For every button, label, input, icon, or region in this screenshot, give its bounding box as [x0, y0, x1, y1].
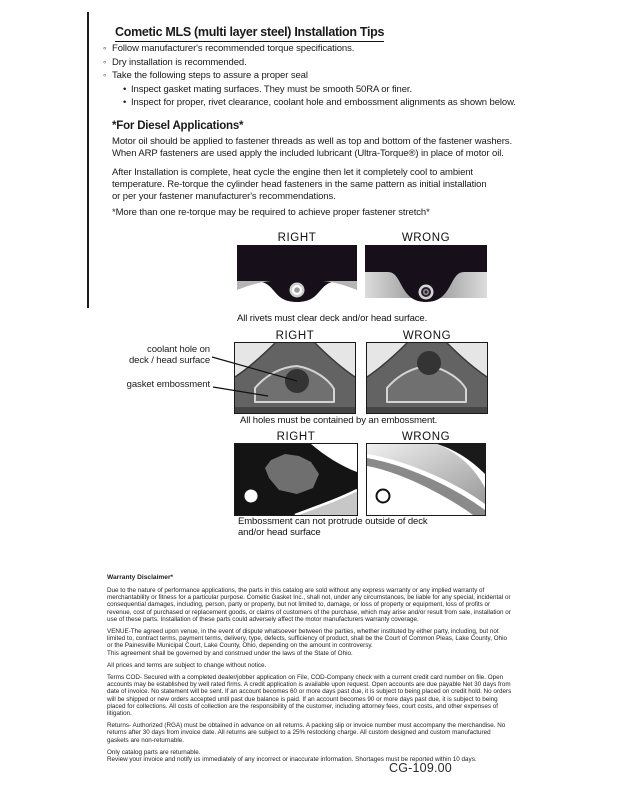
disclaimer-paragraph: Due to the nature of performance applications, the parts in this catalog are sold without any express warranty or any implied warranty of merchantability or fitness for a particular purpose. Cometic Gasket Inc., shall not, under any circumstances, be liable for any special, incidental or consequential damages, including, person, party or property, but not limited to, damage, or loss of property or equipment, loss of profits or revenue, cost of purchased or replacement goods, or claims of customers of the purchase, which may arise and/or result from sale, installation or use of these parts. Installation of these parts could adversely affect the motor manufacturers warranty coverage.: [107, 587, 511, 623]
tip-text: Take the following steps to assure a proper seal: [112, 70, 308, 81]
tip-text: Dry installation is recommended.: [112, 56, 247, 68]
callout-line: coolant hole on: [147, 344, 210, 355]
bolt-hole-icon: [245, 490, 258, 503]
list-item: [103, 42, 516, 56]
diesel-paragraph-1: [112, 136, 512, 160]
retorque-note: *More than one re-torque may be required to achieve proper fastener stretch*: [112, 207, 430, 218]
paragraph-line: When ARP fasteners are used apply the included lubricant (Ultra-Torque®) in place of motor oil.: [112, 148, 504, 159]
warranty-disclaimer: [107, 574, 514, 768]
disclaimer-paragraph: Only catalog parts are returnable.: [107, 748, 201, 756]
row2-caption: All holes must be contained by an embossment.: [240, 415, 438, 426]
coolant-hole-icon: [417, 351, 441, 375]
diesel-applications-heading: *For Diesel Applications*: [112, 120, 244, 132]
paragraph-line: Motor oil should be applied to fastener threads as well as top and bottom of the fastener washers.: [112, 136, 512, 147]
list-item: [103, 69, 516, 83]
bolt-hole-icon: [377, 490, 390, 503]
page-title: Cometic MLS (multi layer steel) Installation Tips: [115, 25, 384, 42]
diesel-paragraph-2: [112, 167, 487, 203]
wrong-label-row1: WRONG: [401, 232, 451, 244]
sub-bullet-icon: •: [123, 83, 127, 95]
disclaimer-paragraph: Terms COD- Secured with a completed dealer/jobber application on File, COD-Company check with a current credit card number on file. Open accounts may be established by well rated firms. A credit application is available upon request. Open accounts are due payable Net 30 days from date of invoice. No statement will be sent. If an account becomes 60 or more days past due, it is subject to being placed on credit hold. No orders will be shipped or new orders accepted until past due balance is paid. If an account becomes 90 or more days past due, it is subject to being placed for collections. All costs of collection are the responsibility of the customer, including attorney fees, court costs, and other expenses of litigation.: [107, 674, 512, 718]
paragraph-line: temperature. Re-torque the cylinder head fasteners in the same pattern as initial installation: [112, 179, 487, 190]
protrusion-wrong-diagram: [367, 444, 485, 515]
disclaimer-paragraph: VENUE-The agreed upon venue, in the event of dispute whatsoever between the parties, whether instituted by either party, including, but not limited to, contract terms, payment terms, delivery, type, defects, sufficiency of product, shall be the Court of Common Pleas, Lake County, Ohio or the Painesville Municipal Court, Lake County, Ohio, depending on the amount in controversy.: [107, 628, 508, 650]
catalog-page-number: CG-109.00: [389, 761, 452, 775]
rivet-clearance-wrong-diagram: [365, 245, 487, 312]
rivet-icon: [419, 285, 434, 300]
bullet-icon: ◦: [103, 43, 107, 54]
row1-caption: All rivets must clear deck and/or head surface.: [237, 313, 428, 324]
callout-leader-lines: [205, 350, 305, 400]
callout-line: deck / head surface: [128, 354, 210, 366]
paragraph-line: or per your fastener manufacturer's recommendations.: [112, 191, 336, 202]
caption-line: Embossment can not protrude outside of deck: [238, 516, 428, 527]
tip-text: Inspect gasket mating surfaces. They must be smooth 50RA or finer.: [131, 83, 413, 95]
page-edge-rule: [87, 12, 89, 308]
disclaimer-paragraph: This agreement shall be governed by and construed under the laws of the State of Ohio.: [107, 649, 353, 657]
right-label-row3: RIGHT: [276, 431, 316, 443]
coolant-hole-callout: [60, 345, 210, 366]
protrusion-right-diagram: [235, 444, 357, 515]
disclaimer-paragraph: All prices and terms are subject to change without notice.: [107, 661, 267, 669]
tip-text: Inspect for proper, rivet clearance, coolant hole and embossment alignments as shown below.: [131, 97, 516, 108]
row3-caption: [238, 517, 428, 538]
callout-line: gasket embossment: [126, 379, 210, 390]
paragraph-line: After Installation is complete, heat cycle the engine then let it completely cool to ambient: [112, 167, 473, 178]
sub-bullet-icon: •: [123, 97, 127, 108]
installation-tips-list: [103, 42, 516, 110]
list-item: [123, 96, 516, 110]
wrong-label-row2: WRONG: [402, 330, 452, 342]
warranty-disclaimer-heading: Warranty Disclaimer*: [107, 574, 174, 581]
disclaimer-paragraph: Returns- Authorized (RGA) must be obtained in advance on all returns. A packing slip or invoice number must accompany the merchandise. No returns after 30 days from invoice date. All returns are subject to a 25% restocking charge. All custom designed and custom manufactured gaskets are non-returnable.: [107, 722, 506, 744]
bullet-icon: ◦: [103, 70, 107, 81]
right-label-row2: RIGHT: [275, 330, 315, 342]
rivet-icon: [290, 283, 305, 298]
disclaimer-paragraph: Review your invoice and notify us immediately of any incorrect or inaccurate information. Shortages must be reported within 10 days.: [107, 756, 477, 764]
list-item: [103, 56, 516, 70]
rivet-clearance-right-diagram: [237, 245, 357, 312]
caption-line: and/or head surface: [238, 526, 321, 538]
right-label-row1: RIGHT: [277, 232, 317, 244]
wrong-label-row3: WRONG: [401, 431, 451, 443]
gasket-embossment-callout: [60, 380, 210, 391]
embossment-wrong-diagram: [367, 343, 487, 413]
bullet-icon: ◦: [103, 56, 107, 68]
tip-text: Follow manufacturer's recommended torque specifications.: [112, 43, 355, 54]
list-item: [123, 83, 516, 97]
